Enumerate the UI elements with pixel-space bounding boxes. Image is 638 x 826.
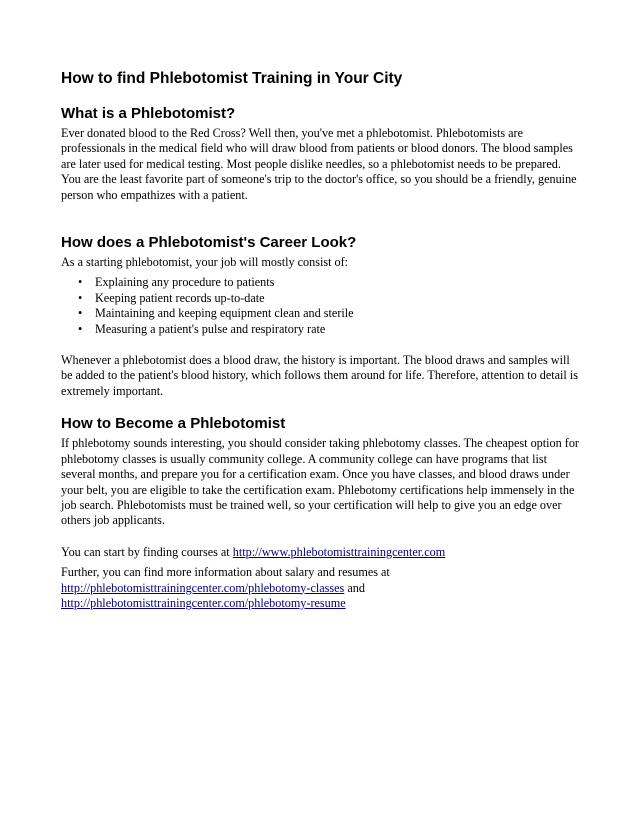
list-item: • Maintaining and keeping equipment clean and sterile xyxy=(78,306,354,321)
career-duties-list xyxy=(61,275,581,337)
bullet-icon: • xyxy=(78,321,83,336)
section-paragraph-what-is: Ever donated blood to the Red Cross? Well then, you've met a phlebotomist. Phlebotomists are professionals in the medical field who will draw blood from patients or blood donors. The blood samples are later used for medical testing. Most people dislike needles, so a phlebotomist needs to be prepared. You are the least favorite part of someone's trip to the doctor's office, so you should be a friendly, genuine person who empathizes with a patient. xyxy=(61,126,577,202)
document-page xyxy=(61,70,581,611)
further-info-paragraph: Further, you can find more information about salary and resumes at http://phlebotomisttrainingcenter.com/phlebotomy-classes and http://phlebotomisttrainingcenter.com/phlebotomy-resume xyxy=(61,565,390,610)
link-training-center[interactable]: http://www.phlebotomisttrainingcenter.com xyxy=(232,544,446,559)
list-item: • Explaining any procedure to patients xyxy=(78,275,275,290)
page-title: How to find Phlebotomist Training in Your City xyxy=(61,70,403,87)
bullet-icon: • xyxy=(78,290,83,305)
section-paragraph-become: If phlebotomy sounds interesting, you should consider taking phlebotomy classes. The cheapest option for phlebotomy classes is usually community college. A community college can have programs that list several months, and prepare you for a certification exam. Once you have classes, and blood draws under your belt, you are eligible to take the certification exam. Phlebotomy certifications help immensely in the job search. Phlebotomists must be trained well, so your certification will help to give you an edge over others job applicants. xyxy=(61,436,579,528)
bullet-icon: • xyxy=(78,306,83,321)
bullet-icon: • xyxy=(78,275,83,290)
link-phlebotomy-classes[interactable]: http://phlebotomisttrainingcenter.com/phlebotomy-classes xyxy=(61,580,345,595)
section-heading-become: How to Become a Phlebotomist xyxy=(61,415,286,433)
list-item: • Keeping patient records up-to-date xyxy=(78,290,265,305)
start-courses-line: You can start by finding courses at http://www.phlebotomisttrainingcenter.com xyxy=(61,544,446,559)
section-intro-career: As a starting phlebotomist, your job will mostly consist of: xyxy=(61,255,349,270)
list-item: • Measuring a patient's pulse and respiratory rate xyxy=(78,321,326,336)
section-paragraph-career: Whenever a phlebotomist does a blood draw, the history is important. The blood draws and samples will be added to the patient's blood history, which follows them around for life. Therefore, attention to detail is extremely important. xyxy=(61,353,578,398)
section-heading-career: How does a Phlebotomist's Career Look? xyxy=(61,234,357,252)
section-heading-what-is: What is a Phlebotomist? xyxy=(61,105,236,122)
link-phlebotomy-resume[interactable]: http://phlebotomisttrainingcenter.com/phlebotomy-resume xyxy=(61,595,346,610)
